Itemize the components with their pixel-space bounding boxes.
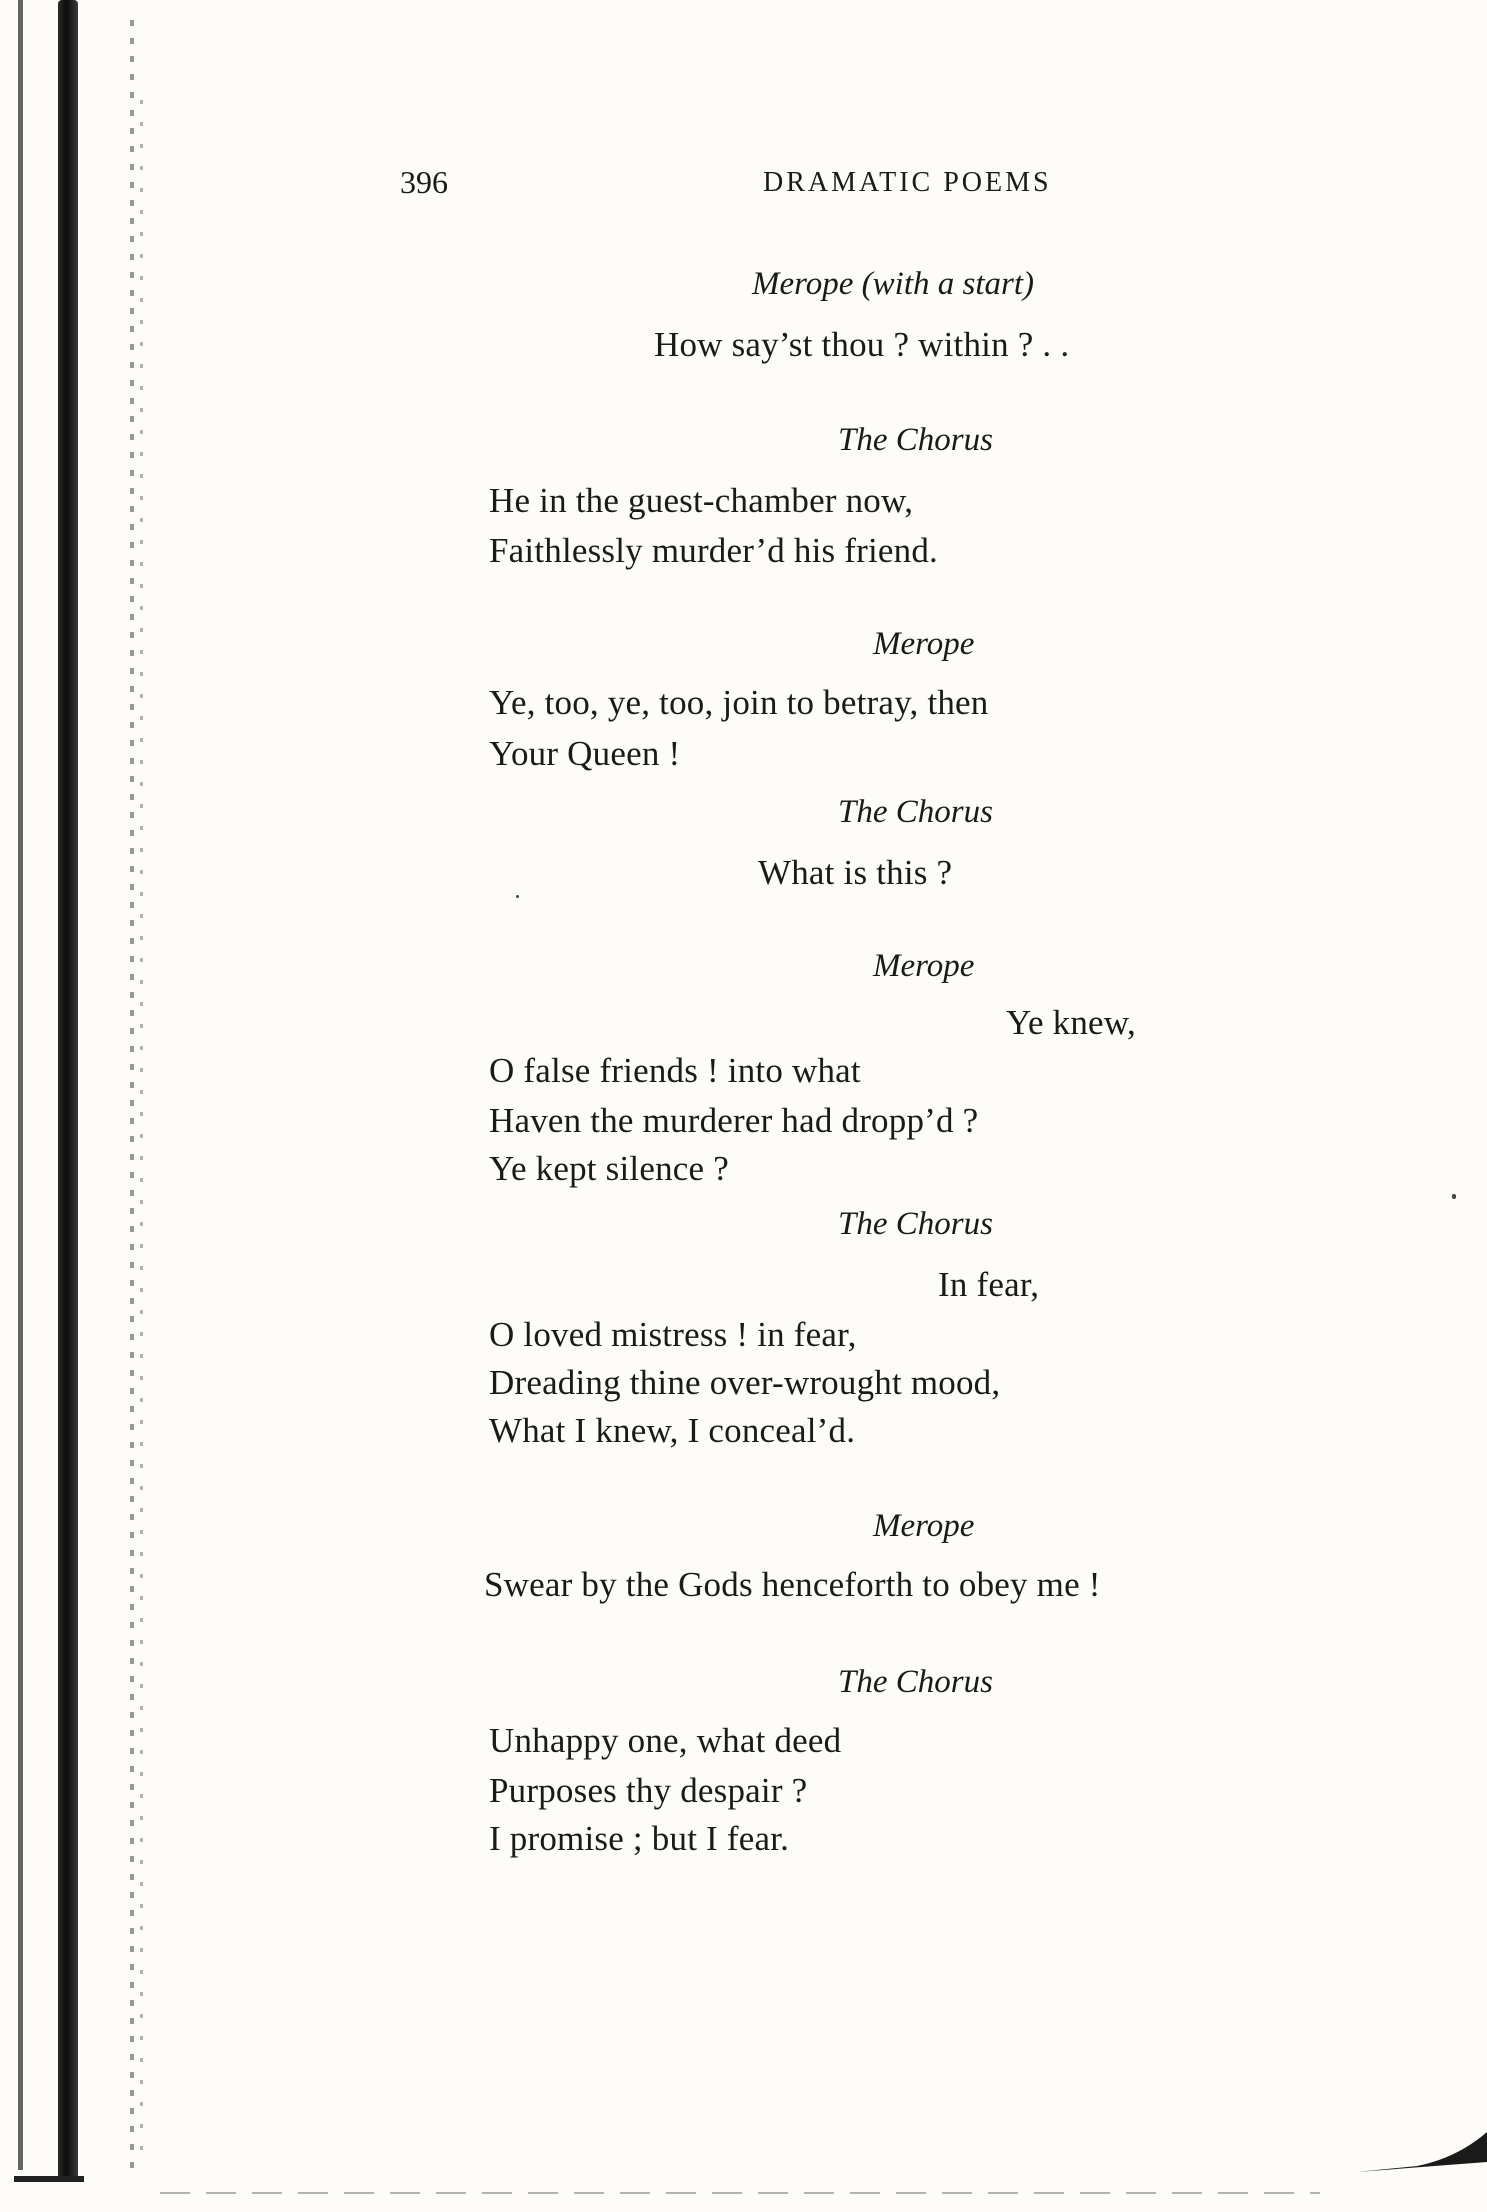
page-corner-shadow: [1357, 2122, 1487, 2182]
running-title: DRAMATIC POEMS: [763, 167, 1052, 198]
speaker-label: The Chorus: [838, 1206, 993, 1242]
verse-line: Your Queen !: [489, 734, 681, 773]
verse-line: In fear,: [938, 1265, 1040, 1304]
verse-line: O loved mistress ! in fear,: [489, 1315, 857, 1354]
verse-line: Purposes thy despair ?: [489, 1771, 808, 1810]
binding-edge-dark: [58, 0, 78, 2180]
binding-stitching-secondary: [140, 100, 143, 2160]
speaker-label: Merope: [873, 948, 975, 984]
verse-line: I promise ; but I fear.: [489, 1819, 790, 1858]
speaker-label: The Chorus: [838, 1664, 993, 1700]
speaker-label: The Chorus: [838, 422, 993, 458]
verse-line: Swear by the Gods henceforth to obey me !: [484, 1565, 1101, 1604]
verse-line: What I knew, I conceal’d.: [489, 1411, 856, 1450]
verse-line: O false friends ! into what: [489, 1051, 861, 1090]
stray-mark: [1452, 1194, 1456, 1199]
verse-line: Unhappy one, what deed: [489, 1721, 842, 1760]
page-binding: [0, 0, 160, 2212]
binding-edge-thin: [18, 0, 23, 2170]
verse-line: He in the guest-chamber now,: [489, 481, 914, 520]
verse-line: Ye kept silence ?: [489, 1149, 729, 1188]
speaker-label: Merope: [873, 1508, 975, 1544]
verse-line: Ye knew,: [1006, 1003, 1136, 1042]
verse-line: Haven the murderer had dropp’d ?: [489, 1101, 979, 1140]
binding-stitching: [130, 20, 134, 2170]
page-number: 396: [400, 164, 448, 200]
verse-line: What is this ?: [758, 853, 953, 892]
verse-line: Faithlessly murder’d his friend.: [489, 531, 939, 570]
verse-line: Dreading thine over-wrought mood,: [489, 1363, 1001, 1402]
verse-line: Ye, too, ye, too, join to betray, then: [489, 683, 989, 722]
speaker-name: Merope (with a start): [752, 266, 1034, 302]
speaker-label: Merope: [873, 626, 975, 662]
verse-line: How say’st thou ? within ? . .: [654, 325, 1070, 364]
bottom-edge-rule: [160, 2192, 1320, 2194]
binding-foot: [14, 2176, 84, 2182]
stray-mark: [516, 895, 519, 898]
speaker-label: [752, 264, 1034, 304]
speaker-label: The Chorus: [838, 794, 993, 830]
